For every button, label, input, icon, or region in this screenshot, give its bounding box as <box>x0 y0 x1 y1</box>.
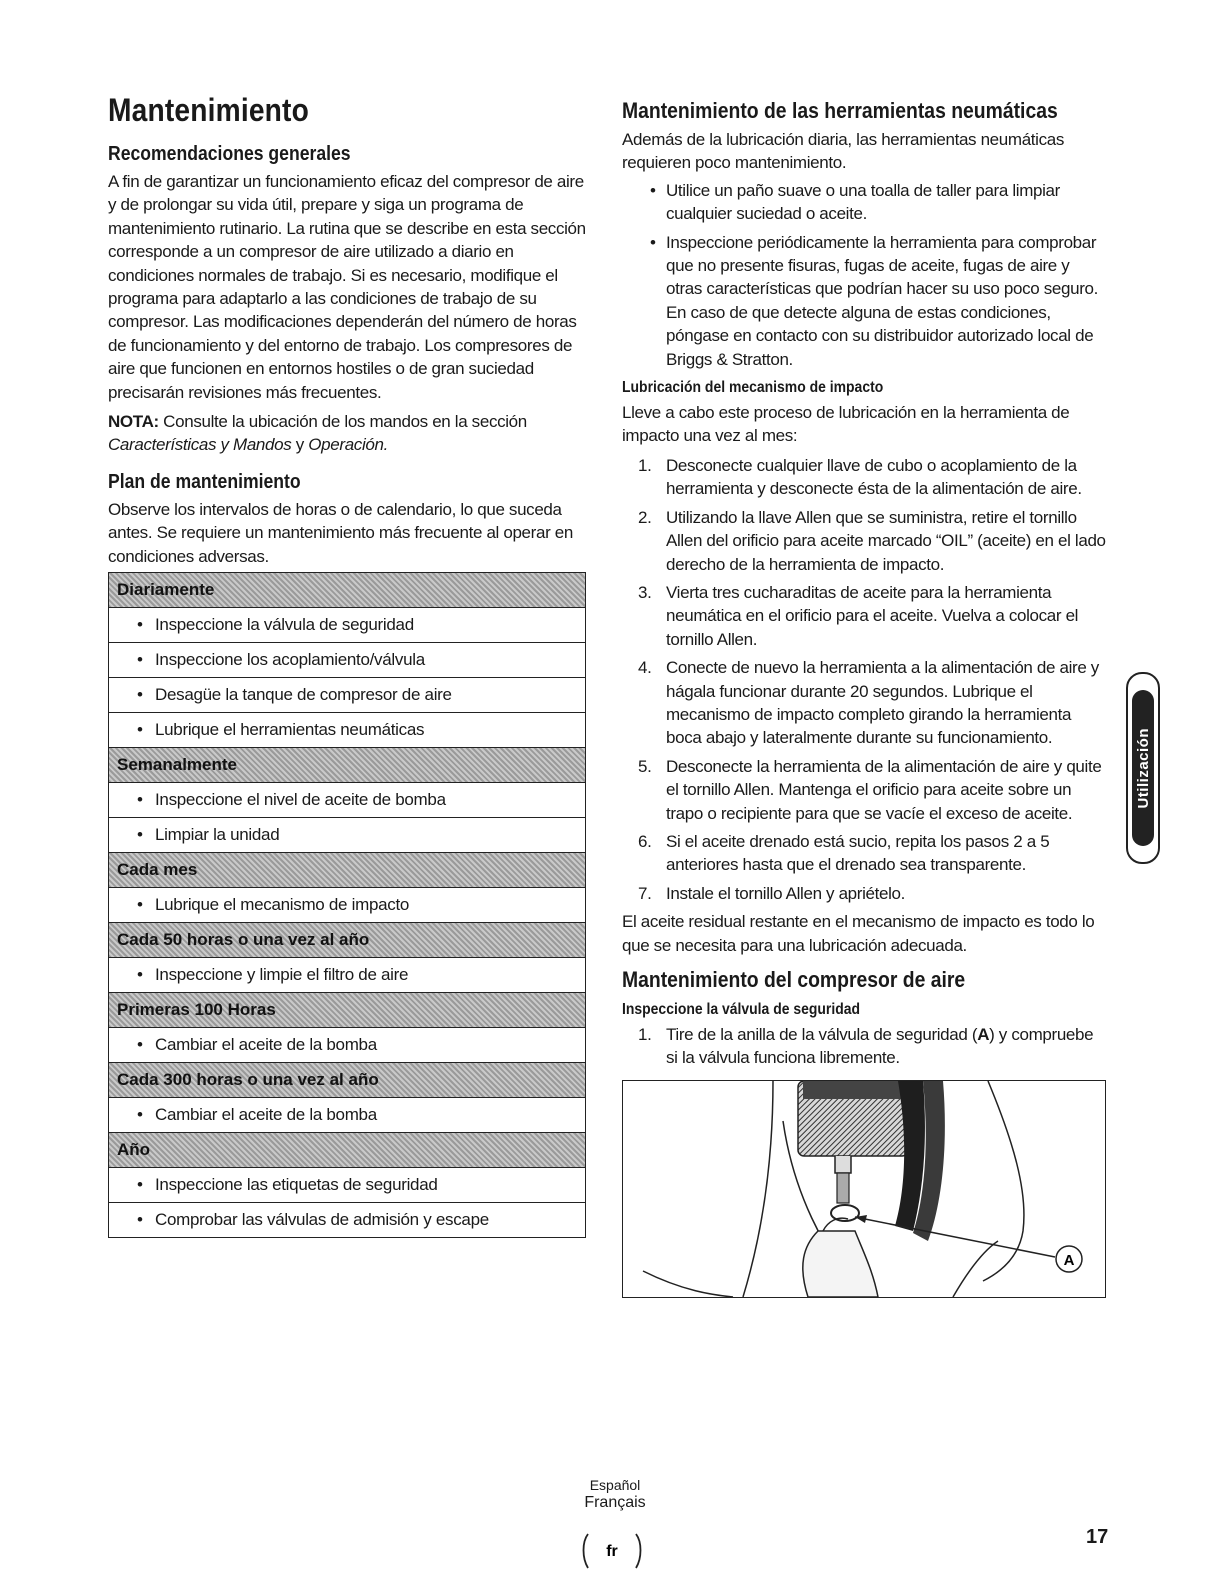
step-number: 6. <box>638 831 652 851</box>
schedule-item: • Inspeccione los acoplamiento/válvula <box>109 643 585 678</box>
step-text: Desconecte la herramienta de la alimentación de aire y quite el tornillo Allen. Mantenga el orificio para aceite sobre un trapo o recipiente para que se vacíe el exceso de aceite. <box>666 756 1102 823</box>
footer-languages <box>560 1477 670 1511</box>
section-side-tab <box>1126 672 1160 864</box>
general-body: A fin de garantizar un funcionamiento eficaz del compresor de aire y de prolongar su vida útil, prepare y siga un programa de mantenimiento rutinario. La rutina que se describe en esta sección corresponde a un compresor de aire utilizado a diario en condiciones normales de trabajo. Si es necesario, modifique el programa para adaptarlo a las condiciones de trabajo de su compresor. Las modificaciones dependerán del número de horas de funcionamiento y del entorno de trabajo. Los compresores de aire que funcionen en entornos hostiles o de gran suciedad precisarán revisiones más frecuentes. <box>108 172 586 402</box>
right-column <box>622 98 1107 1298</box>
page-number: 17 <box>1086 1526 1109 1548</box>
schedule-item: • Inspeccione las etiquetas de seguridad <box>109 1168 585 1203</box>
schedule-item: • Inspeccione la válvula de seguridad <box>109 608 585 643</box>
safety-valve-illustration <box>622 1080 1106 1298</box>
note-paragraph <box>108 410 586 457</box>
list-item <box>622 506 1107 576</box>
schedule-item: • Comprobar las válvulas de admisión y escape <box>109 1203 585 1237</box>
note-ref-1: Características y Mandos <box>108 435 292 455</box>
plan-body: Observe los intervalos de horas o de calendario, lo que suceda antes. Se requiere un mantenimiento más frecuente al operar en condiciones adversas. <box>108 499 573 566</box>
plan-heading: Plan de mantenimiento <box>108 470 301 493</box>
list-item <box>622 1023 1107 1070</box>
schedule-header: Primeras 100 Horas <box>109 993 585 1028</box>
language-tab <box>578 1530 646 1570</box>
impact-heading: Lubricación del mecanismo de impacto <box>622 379 884 397</box>
list-item: • Inspeccione periódicamente la herramienta para comprobar que no presente fisuras, fugas de aceite, fugas de aire y otras características que podrían hacer su uso poco seguro. En caso de que detecte alguna de estas condiciones, póngase en contacto con su distribuidor autorizado local de Briggs & Stratton. <box>650 231 1107 371</box>
step-number: 5. <box>638 756 652 776</box>
impact-steps <box>622 454 1107 905</box>
schedule-item: • Lubrique el mecanismo de impacto <box>109 888 585 923</box>
compressor-heading: Mantenimiento del compresor de aire <box>622 967 966 992</box>
schedule-item: • Desagüe la tanque de compresor de aire <box>109 678 585 713</box>
list-item <box>622 830 1107 877</box>
list-item <box>622 755 1107 825</box>
tools-bullet-list <box>622 179 1107 371</box>
tools-intro: Además de la lubricación diaria, las herramientas neumáticas requieren poco mantenimiento. <box>622 130 1065 173</box>
general-heading: Recomendaciones generales <box>108 143 351 165</box>
side-tab-label: Utilización <box>1134 727 1152 809</box>
list-item <box>622 581 1107 651</box>
note-ref-2: Operación. <box>308 435 388 455</box>
impact-outro: El aceite residual restante en el mecanismo de impacto es todo lo que se necesita para una lubricación adecuada. <box>622 912 1095 955</box>
list-item: • Utilice un paño suave o una toalla de taller para limpiar cualquier suciedad o aceite. <box>650 179 1107 226</box>
schedule-header: Diariamente <box>109 573 585 608</box>
callout-label: A <box>1063 1251 1075 1269</box>
schedule-item: • Limpiar la unidad <box>109 818 585 853</box>
left-column <box>108 92 586 1238</box>
maintenance-schedule-table <box>108 572 586 1238</box>
language-tab-label: fr <box>606 1543 618 1560</box>
schedule-header: Cada 50 horas o una vez al año <box>109 923 585 958</box>
step-text: Instale el tornillo Allen y apriételo. <box>666 883 906 903</box>
schedule-item: • Lubrique el herramientas neumáticas <box>109 713 585 748</box>
safety-valve-drawing <box>623 1081 1105 1297</box>
list-item <box>622 882 1107 905</box>
list-item <box>622 656 1107 750</box>
page-title: Mantenimiento <box>108 92 309 128</box>
schedule-item: • Cambiar el aceite de la bomba <box>109 1098 585 1133</box>
schedule-item: • Inspeccione el nivel de aceite de bomba <box>109 783 585 818</box>
step-text-b: ) y compruebe si la válvula funciona libremente. <box>666 1025 1094 1068</box>
tools-heading: Mantenimiento de las herramientas neumáticas <box>622 98 1058 123</box>
step-number: 7. <box>638 883 652 903</box>
step-number: 3. <box>638 582 652 602</box>
step-text: Conecte de nuevo la herramienta a la alimentación de aire y hágala funcionar durante 20 segundos. Lubrique el mecanismo de impacto completo girando la herramienta boca abajo y lateralmente durante su funcionamiento. <box>666 658 1099 748</box>
step-number: 1. <box>638 1025 652 1044</box>
schedule-item: • Inspeccione y limpie el filtro de aire <box>109 958 585 993</box>
step-text: Utilizando la llave Allen que se suministra, retire el tornillo Allen del orificio para aceite marcado “OIL” (aceite) en el lado derecho de la herramienta de impacto. <box>666 507 1106 574</box>
step-text-a: Tire de la anilla de la válvula de seguridad ( <box>666 1025 978 1044</box>
step-number: 4. <box>638 658 652 678</box>
compressor-steps <box>622 1023 1107 1070</box>
note-text: Consulte la ubicación de los mandos en la sección <box>158 412 527 432</box>
schedule-header: Cada 300 horas o una vez al año <box>109 1063 585 1098</box>
schedule-header: Cada mes <box>109 853 585 888</box>
impact-intro: Lleve a cabo este proceso de lubricación en la herramienta de impacto una vez al mes: <box>622 403 1070 446</box>
language-french: Français <box>584 1494 646 1511</box>
step-text: Si el aceite drenado está sucio, repita los pasos 2 a 5 anteriores hasta que el drenado sea transparente. <box>666 831 1050 875</box>
schedule-item: • Cambiar el aceite de la bomba <box>109 1028 585 1063</box>
safety-valve-subheading: Inspeccione la válvula de seguridad <box>622 1001 861 1018</box>
step-number: 2. <box>638 507 652 527</box>
step-text: Vierta tres cucharaditas de aceite para la herramienta neumática en el orificio para el aceite. Vuelva a colocar el tornillo Allen. <box>666 582 1079 649</box>
note-label: NOTA: <box>108 412 159 432</box>
step-number: 1. <box>638 455 652 475</box>
step-text: Desconecte cualquier llave de cubo o acoplamiento de la herramienta y desconecte ésta de la alimentación de aire. <box>666 455 1082 499</box>
language-spanish: Español <box>589 1477 641 1493</box>
step-ref: A <box>977 1025 990 1044</box>
note-mid: y <box>291 435 309 455</box>
list-item <box>622 454 1107 501</box>
schedule-header: Año <box>109 1133 585 1168</box>
schedule-header: Semanalmente <box>109 748 585 783</box>
